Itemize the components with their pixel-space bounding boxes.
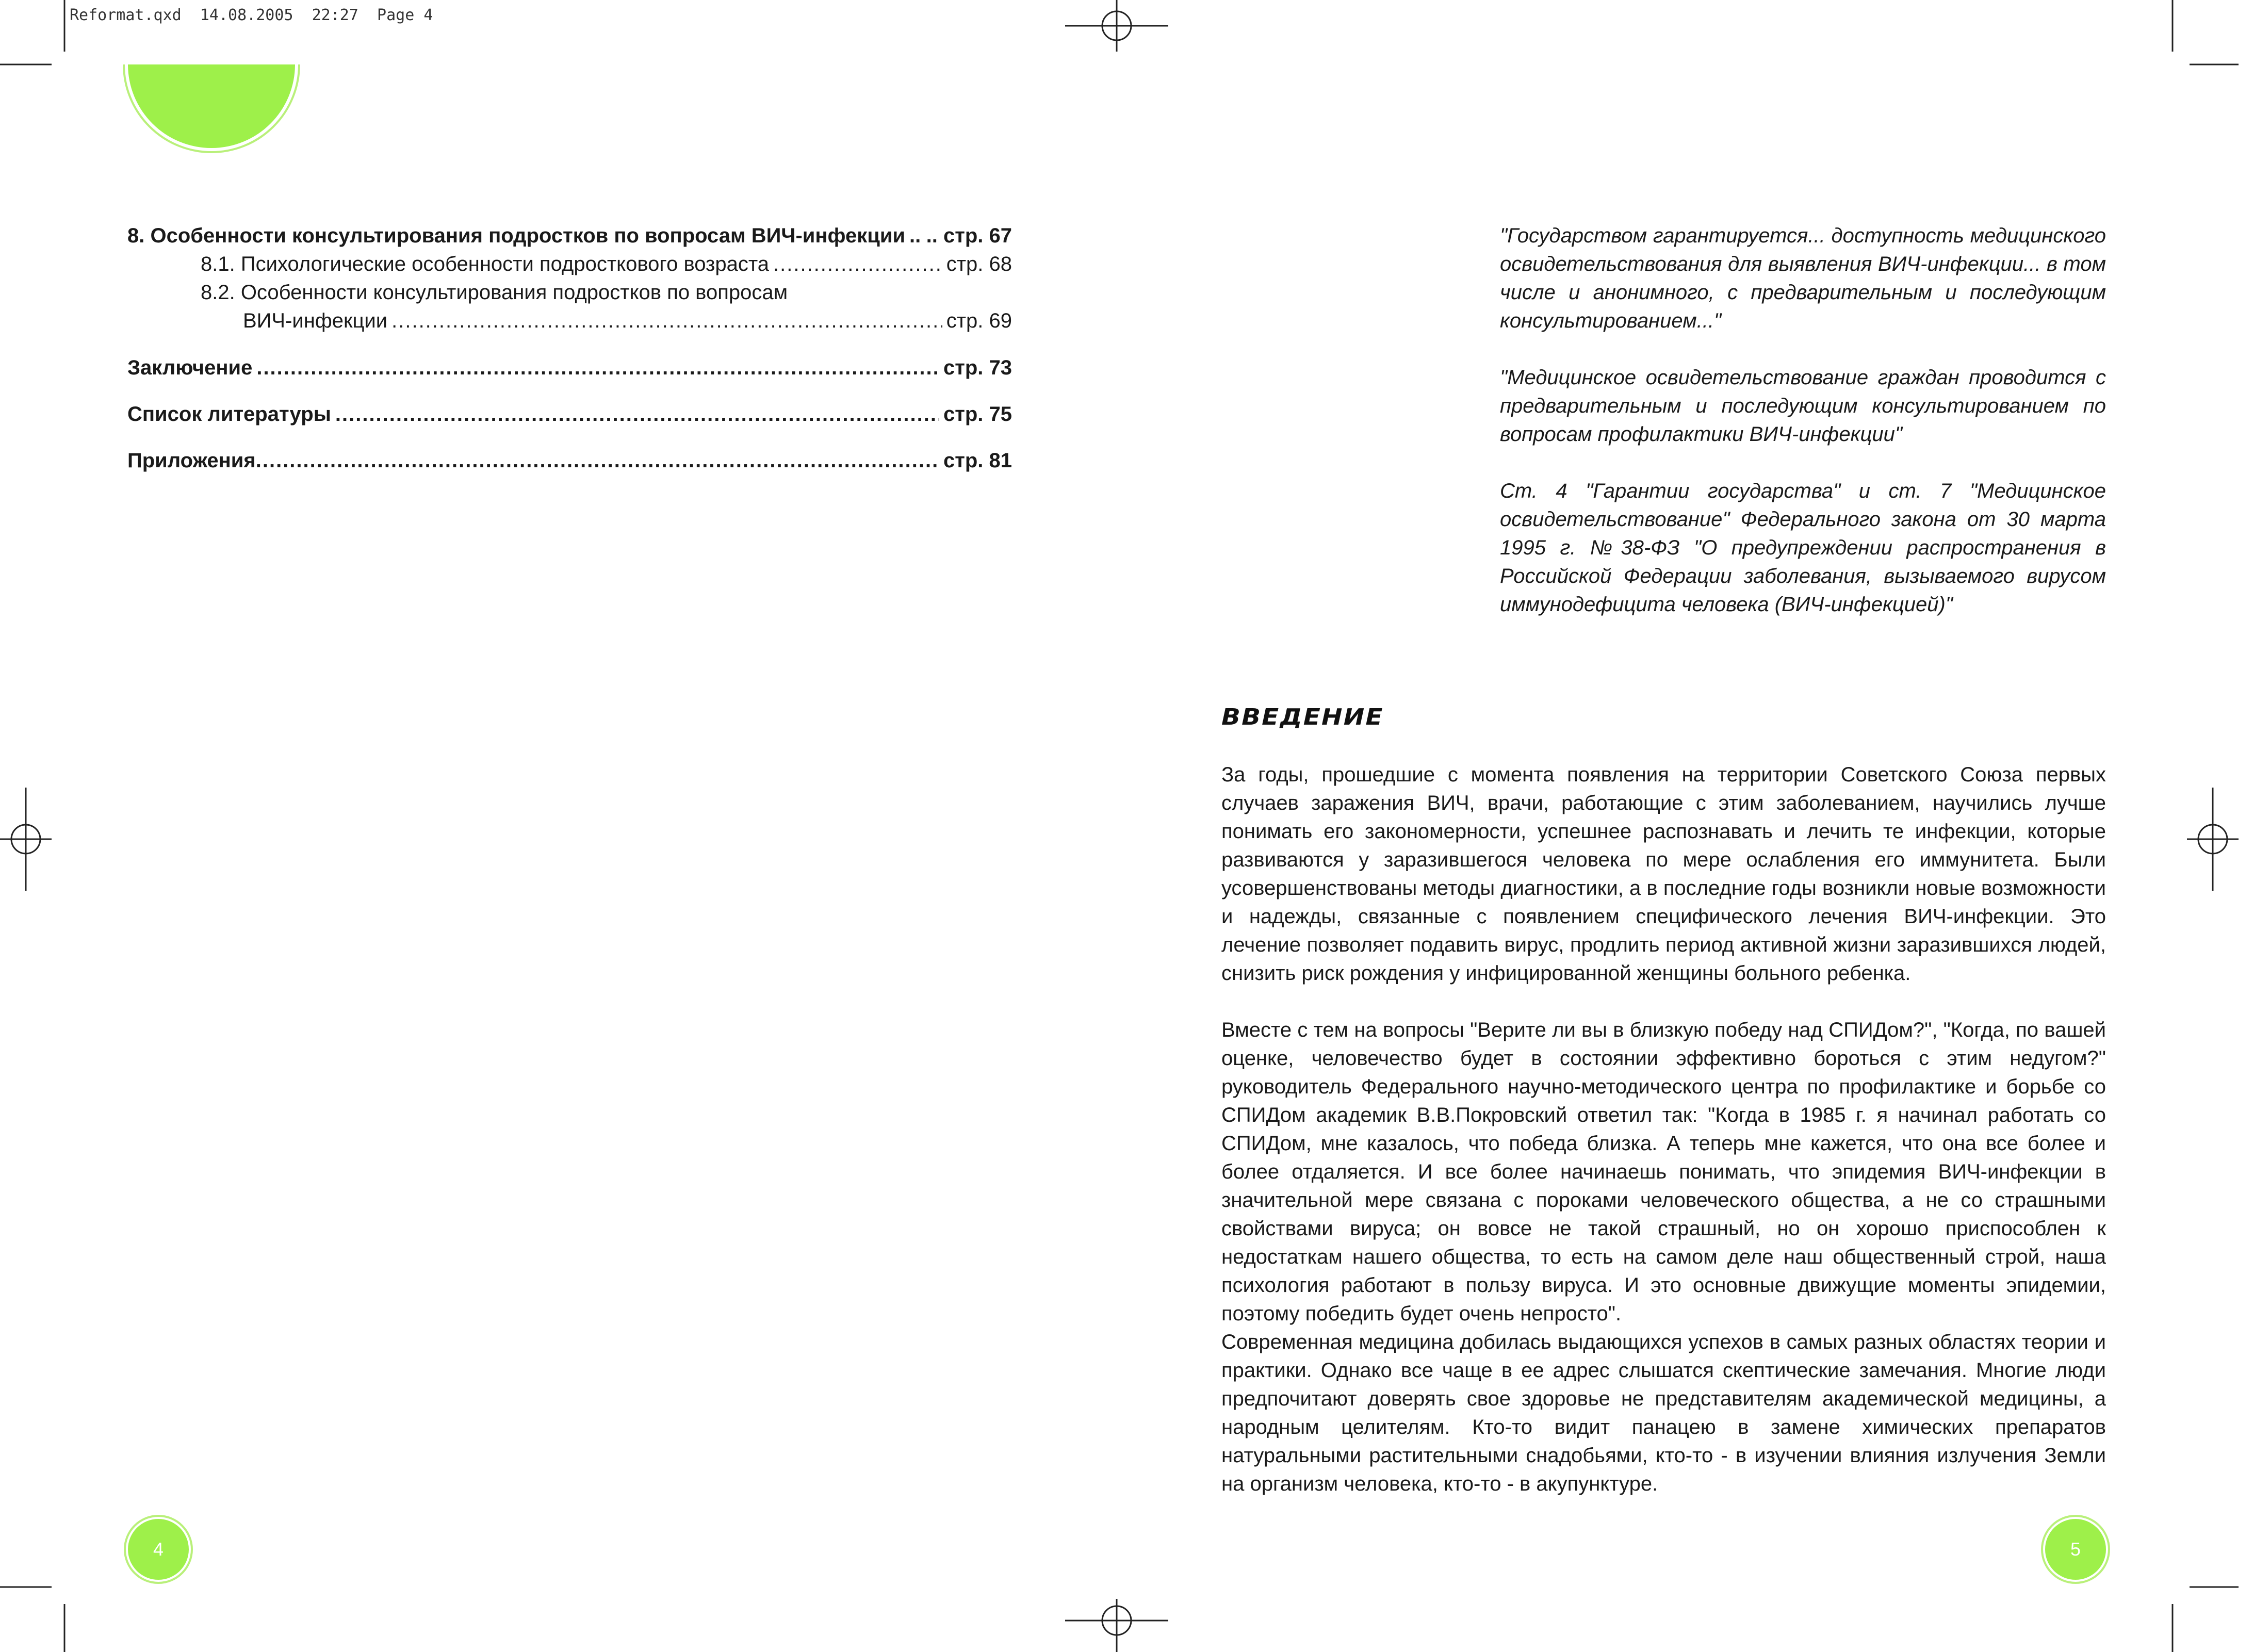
- decorative-half-circle: [124, 64, 299, 152]
- toc-entry[interactable]: Приложения ..... стр. 81: [127, 447, 1012, 475]
- toc-entry[interactable]: 8.2. Особенности консультирования подростков по вопросам: [201, 281, 788, 304]
- epigraph-quote-1: "Государством гарантируется... доступность медицинского освидетельствования для выявления ВИЧ-инфекции... в том числе и анонимного, с предварительным и последующим консультированием...": [1500, 224, 2106, 332]
- toc-entry[interactable]: ВИЧ-инфекции ..... стр. 69: [243, 307, 1012, 335]
- toc-entry[interactable]: 8. Особенности консультирования подростков по вопросам ВИЧ-инфекции ..... .. стр. 67: [127, 222, 1012, 250]
- page-number-left: 4: [128, 1519, 189, 1580]
- section-heading: ВВЕДЕНИЕ: [1221, 704, 1384, 730]
- toc-entry[interactable]: Заключение ..... стр. 73: [127, 354, 1012, 382]
- intro-paragraph-1: За годы, прошедшие с момента появления на территории Советского Союза первых случаев заражения ВИЧ, врачи, работающие с этим заболеванием, научились лучше понимать его закономерности, успешнее распознавать и лечить те инфекции, которые развиваются у заразившегося человека по мере ослабления его иммунитета. Были усовершенствованы методы диагностики, а в последние годы возникли новые возможности и надежды, связанные с появлением специфического лечения ВИЧ-инфекции. Это лечение позволяет подавить вирус, продлить период активной жизни заразившихся людей, снизить риск рождения у инфицированной женщины больного ребенка.: [1221, 763, 2106, 985]
- registration-mark-right: [2187, 788, 2239, 891]
- intro-paragraph-3: Современная медицина добилась выдающихся успехов в самых разных областях теории и практики. Однако все чаще в ее адрес слышатся скептические замечания. Многие люди предпочитают доверять свое здоровье не представителям академической медицины, а народным целителям. Кто-то видит панацею в замене химических препаратов натуральными растительными снадобьями, кто-то - в изучении влияния излучения Земли на организм человека, кто-то - в акупунктуре.: [1221, 1331, 2106, 1495]
- epigraph-quote-2: "Медицинское освидетельствование граждан проводится с предварительным и последующим консультированием по вопросам профилактики ВИЧ-инфекции": [1500, 366, 2106, 446]
- intro-paragraph-2: Вместе с тем на вопросы "Верите ли вы в близкую победу над СПИДом?", "Когда, по вашей оценке, человечество будет в состоянии эффективно бороться с этим недугом?" руководитель Федерального научно-методического центра по профилактике и борьбе со СПИДом академик В.В.Покровский ответил так: "Когда в 1985 г. я начинал работать со СПИДом, мне казалось, что победа близка. А теперь мне кажется, что она все более и более отдаляется. И все более начинаешь понимать, что эпидемия ВИЧ-инфекции в значительной мере связана с пороками человеческого общества, а не со страшными свойствами вируса; он вовсе не такой страшный, но он хорошо приспособлен к недостаткам нашего общества, то есть на самом деле наш общественный строй, наша психология работают в пользу вируса. И это основные движущие моменты эпидемии, поэтому победить будет очень непросто".: [1221, 1019, 2106, 1325]
- registration-mark-top: [1065, 0, 1168, 52]
- registration-mark-left: [0, 788, 52, 891]
- toc-entry[interactable]: 8.1. Психологические особенности подросткового возраста ..... стр. 68: [201, 250, 1012, 279]
- epigraph-source: Ст. 4 "Гарантии государства" и ст. 7 "Медицинское освидетельствование" Федерального закона от 30 марта 1995 г. №38-ФЗ "О предупреждении распространения в Российской Федерации заболевания, вызываемого вирусом иммунодефицита человека (ВИЧ-инфекцией)": [1500, 480, 2106, 616]
- toc-entry[interactable]: Список литературы ..... стр. 75: [127, 400, 1012, 429]
- registration-mark-bottom: [1065, 1599, 1168, 1652]
- page-number-right: 5: [2045, 1519, 2106, 1580]
- print-slug: Reformat.qxd 14.08.2005 22:27 Page 4: [70, 6, 433, 24]
